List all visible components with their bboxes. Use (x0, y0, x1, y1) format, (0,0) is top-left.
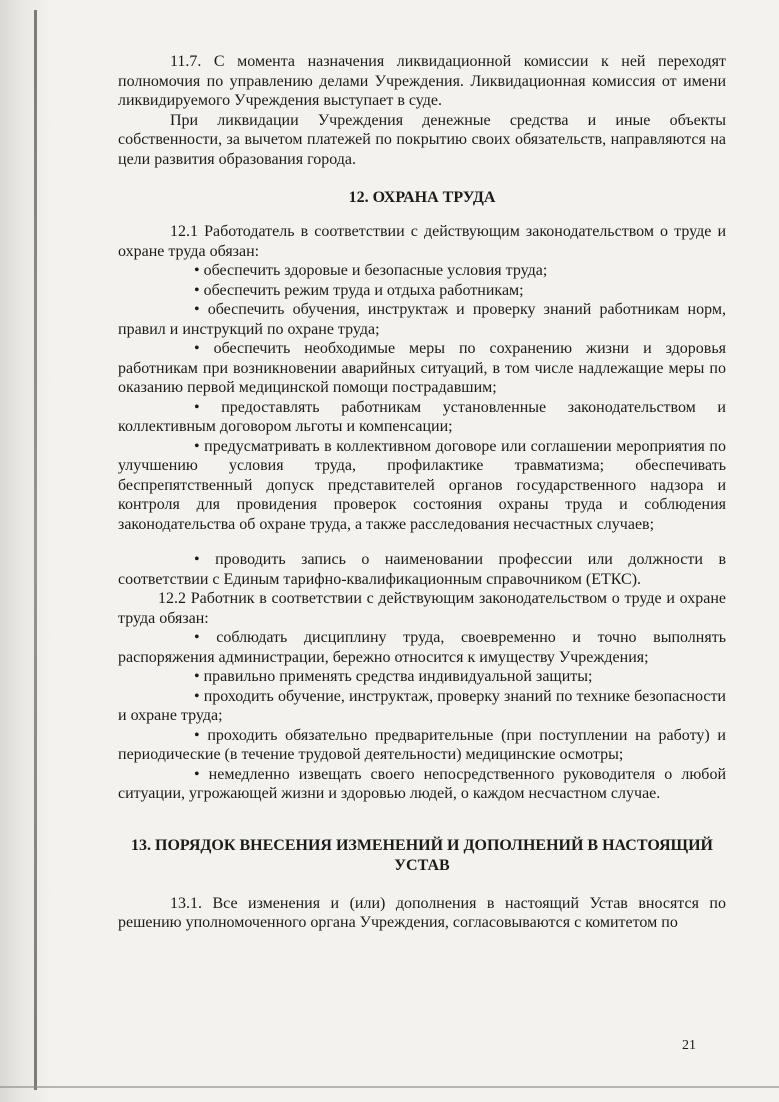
employer-duty-item: • проводить запись о наименовании профессии или должности в соответствии с Единым тарифно-квалификационным справочником (ЕТКС). (118, 550, 726, 589)
paragraph-liquidation: При ликвидации Учреждения денежные средства и иные объекты собственности, за вычетом платежей по покрытию своих обязательств, направляются на цели развития образования города. (118, 111, 726, 168)
employer-duty-item: • обеспечить здоровые и безопасные условия труда; (118, 261, 726, 281)
worker-duty-item: • правильно применять средства индивидуальной защиты; (118, 667, 726, 687)
document-page (118, 52, 726, 933)
scan-edge-shadow (0, 0, 52, 1102)
worker-duty-item: • проходить обязательно предварительные (при поступлении на работу) и периодические (в течение трудовой деятельности) медицинские осмотры; (118, 726, 726, 765)
scan-bottom-line (0, 1086, 779, 1088)
paragraph-13-1: 13.1. Все изменения и (или) дополнения в настоящий Устав вносятся по решению уполномоченного органа Учреждения, согласовываются с комитетом по (118, 894, 726, 931)
worker-duty-item: • проходить обучение, инструктаж, проверку знаний по технике безопасности и охране труда; (118, 687, 726, 726)
section-12-heading: 12. ОХРАНА ТРУДА (348, 189, 496, 206)
paragraph-11-7: 11.7. С момента назначения ликвидационной комиссии к ней переходят полномочия по управлению делами Учреждения. Ликвидационная комиссия от имени ликвидируемого Учреждения выступает в суде. (118, 53, 726, 109)
employer-duty-item: • обеспечить необходимые меры по сохранению жизни и здоровья работникам при возникновении аварийных ситуаций, в том числе надлежащие меры по оказанию первой медицинской помощи пострадавшим; (118, 339, 726, 398)
section-13-heading: 13. ПОРЯДОК ВНЕСЕНИЯ ИЗМЕНЕНИЙ И ДОПОЛНЕНИЙ В НАСТОЯЩИЙ УСТАВ (131, 836, 713, 874)
paragraph-12-1: 12.1 Работодатель в соответствии с действующим законодательством о труде и охране труда обязан: (118, 223, 726, 260)
scan-binding-line (34, 10, 37, 1090)
paragraph-12-2: 12.2 Работник в соответствии с действующим законодательством о труде и охране труда обязан: (118, 590, 726, 627)
page-number: 21 (682, 1038, 696, 1053)
employer-duty-item: • предусматривать в коллективном договоре или соглашении мероприятия по улучшению условия труда, профилактике травматизма; обеспечивать беспрепятственный допуск представителей органов государственного надзора и контроля для провидения проверок состояния охраны труда и соблюдения законодательства об охране труда, а также расследования несчастных случаев; (118, 437, 726, 535)
worker-duty-item: • соблюдать дисциплину труда, своевременно и точно выполнять распоряжения администрации, бережно относится к имуществу Учреждения; (118, 628, 726, 667)
employer-duty-item: • обеспечить режим труда и отдыха работникам; (118, 281, 726, 301)
employer-duty-item: • обеспечить обучения, инструктаж и проверку знаний работникам норм, правил и инструкций по охране труда; (118, 300, 726, 339)
employer-duty-item: • предоставлять работникам установленные законодательством и коллективным договором льготы и компенсации; (118, 398, 726, 437)
worker-duty-item: • немедленно извещать своего непосредственного руководителя о любой ситуации, угрожающей жизни и здоровью людей, о каждом несчастном случае. (118, 765, 726, 804)
